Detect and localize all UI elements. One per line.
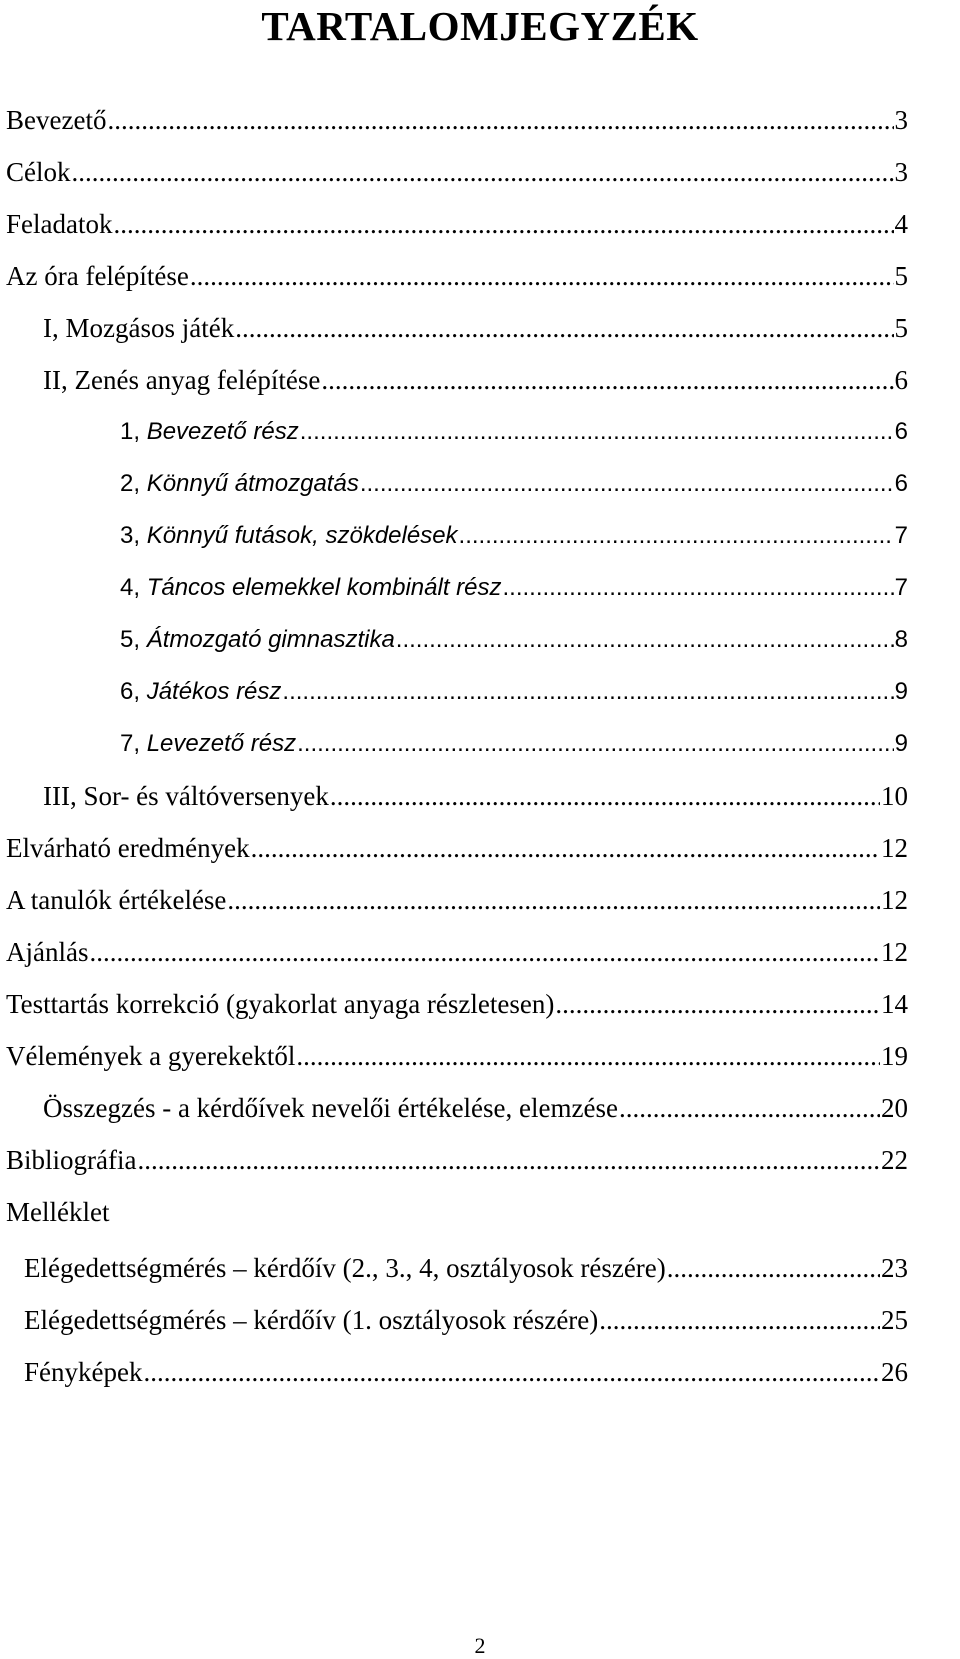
toc-entry-text: [120, 412, 299, 452]
toc-page-number: 3: [894, 157, 908, 187]
toc-entry-number: 7,: [120, 730, 141, 757]
toc-entry-number: 4,: [120, 574, 141, 601]
toc-leader-dots: [503, 568, 894, 608]
toc-entry-number: 3,: [120, 522, 141, 549]
toc-entry-ajanlas[interactable]: [6, 932, 908, 972]
toc-entry-osszegzes[interactable]: [43, 1088, 908, 1128]
toc-entry-bevezeto-resz[interactable]: [120, 412, 908, 452]
toc-page-number: 22: [881, 1145, 908, 1175]
toc-entry-label: Feladatok: [6, 209, 113, 239]
toc-entry-velemenyek[interactable]: [6, 1036, 908, 1076]
toc-leader-dots: [190, 256, 894, 296]
toc-entry-feladatok[interactable]: [6, 204, 908, 244]
toc-leader-dots: [555, 984, 880, 1024]
toc-entry-number: 2,: [120, 470, 141, 497]
toc-page-number: 19: [881, 1041, 908, 1071]
page-number: 2: [474, 1633, 486, 1658]
toc-page-number: 6: [894, 365, 908, 395]
toc-page-number: 12: [881, 885, 908, 915]
toc-entry-label: Bibliográfia: [6, 1145, 137, 1175]
toc-entry-mozgasos-jatek[interactable]: [43, 308, 908, 348]
toc-entry-konnyu-atmozgatas[interactable]: [120, 464, 908, 504]
toc-leader-dots: [459, 516, 894, 556]
toc-entry-zenes-anyag[interactable]: [43, 360, 908, 400]
toc-page-number: 3: [894, 105, 908, 135]
toc-entry-number: 6,: [120, 678, 141, 705]
toc-page-number: 9: [894, 730, 908, 757]
toc-entry-bibliografia[interactable]: [6, 1140, 908, 1180]
toc-entry-label: Az óra felépítése: [6, 261, 189, 291]
toc-leader-dots: [321, 360, 893, 400]
toc-leader-dots: [89, 932, 880, 972]
toc-entry-melleklet[interactable]: [6, 1192, 908, 1232]
toc-leader-dots: [296, 1036, 880, 1076]
toc-page-number: 10: [881, 781, 908, 811]
toc-entry-label: Bevezető rész: [146, 418, 299, 445]
toc-page-number: 23: [881, 1253, 908, 1283]
toc-page-number: 4: [894, 209, 908, 239]
toc-leader-dots: [619, 1088, 880, 1128]
toc-entry-elegedettsegmeres-2-3-4[interactable]: [24, 1248, 908, 1288]
toc-entry-bevezeto[interactable]: [6, 100, 908, 140]
toc-entry-label: III, Sor- és váltóversenyek: [43, 781, 329, 811]
toc-leader-dots: [113, 204, 893, 244]
toc-page-number: 26: [881, 1357, 908, 1387]
page-title: TARTALOMJEGYZÉK: [261, 3, 699, 49]
toc-entry-text: [120, 620, 395, 660]
toc-page-number: 12: [881, 833, 908, 863]
toc-page-number: 12: [881, 937, 908, 967]
toc-entry-label: Melléklet: [6, 1197, 110, 1227]
toc-leader-dots: [360, 464, 894, 504]
toc-entry-atmozgato-gimnasztika[interactable]: [120, 620, 908, 660]
toc-entry-jatekos-resz[interactable]: [120, 672, 908, 712]
toc-entry-number: 5,: [120, 626, 141, 653]
toc-entry-number: 1,: [120, 418, 141, 445]
toc-entry-label: Vélemények a gyerekektől: [6, 1041, 296, 1071]
toc-leader-dots: [72, 152, 894, 192]
toc-entry-label: Testtartás korrekció (gyakorlat anyaga részletesen): [6, 989, 555, 1019]
toc-page-number: 7: [894, 574, 908, 601]
toc-leader-dots: [297, 724, 894, 764]
toc-leader-dots: [137, 1140, 880, 1180]
toc-entry-label: Könnyű futások, szökdelések: [146, 522, 458, 549]
toc-leader-dots: [235, 308, 893, 348]
toc-entry-label: Összegzés - a kérdőívek nevelői értékelése, elemzése: [43, 1093, 618, 1123]
toc-leader-dots: [251, 828, 880, 868]
toc-entry-sor-es-valtoversenyek[interactable]: [43, 776, 908, 816]
toc-page-number: 25: [881, 1305, 908, 1335]
toc-leader-dots: [227, 880, 880, 920]
toc-page-number: 14: [881, 989, 908, 1019]
toc-entry-label: Levezető rész: [146, 730, 297, 757]
toc-page-number: 6: [894, 418, 908, 445]
toc-entry-label: Elégedettségmérés – kérdőív (1. osztályosok részére): [24, 1305, 599, 1335]
toc-leader-dots: [282, 672, 893, 712]
toc-entry-tanulok-ertekelese[interactable]: [6, 880, 908, 920]
toc-leader-dots: [300, 412, 894, 452]
toc-entry-label: Táncos elemekkel kombinált rész: [146, 574, 502, 601]
toc-entry-elegedettsegmeres-1[interactable]: [24, 1300, 908, 1340]
toc-entry-label: Fényképek: [24, 1357, 143, 1387]
toc-entry-label: Könnyű átmozgatás: [146, 470, 359, 497]
toc-entry-testtartas-korrekcio[interactable]: [6, 984, 908, 1024]
toc-entry-label: Játékos rész: [146, 678, 282, 705]
toc-entry-text: [120, 672, 281, 712]
toc-page-number: 5: [894, 313, 908, 343]
toc-entry-tancos-elemek[interactable]: [120, 568, 908, 608]
toc-leader-dots: [143, 1352, 880, 1392]
toc-entry-levezeto-resz[interactable]: [120, 724, 908, 764]
toc-entry-label: Átmozgató gimnasztika: [146, 626, 395, 653]
toc-entry-label: Bevezető: [6, 105, 107, 135]
toc-entry-fenykepek[interactable]: [24, 1352, 908, 1392]
toc-entry-label: I, Mozgásos játék: [43, 313, 235, 343]
toc-leader-dots: [667, 1248, 880, 1288]
toc-entry-label: Célok: [6, 157, 71, 187]
toc-entry-label: Elvárható eredmények: [6, 833, 250, 863]
toc-entry-text: [120, 516, 458, 556]
toc-entry-text: [120, 724, 296, 764]
toc-entry-konnyu-futasok[interactable]: [120, 516, 908, 556]
toc-entry-label: Ajánlás: [6, 937, 89, 967]
toc-leader-dots: [599, 1300, 880, 1340]
toc-entry-label: II, Zenés anyag felépítése: [43, 365, 321, 395]
toc-page-number: 5: [894, 261, 908, 291]
toc-page-number: 9: [894, 678, 908, 705]
toc-entry-text: [120, 568, 502, 608]
toc-page-number: 7: [894, 522, 908, 549]
toc-leader-dots: [107, 100, 893, 140]
toc-entry-label: Elégedettségmérés – kérdőív (2., 3., 4, osztályosok részére): [24, 1253, 666, 1283]
toc-entry-az-ora-felepitese[interactable]: [6, 256, 908, 296]
toc-page-number: 20: [881, 1093, 908, 1123]
toc-entry-celok[interactable]: [6, 152, 908, 192]
toc-page-number: 6: [894, 470, 908, 497]
toc-entry-label: A tanulók értékelése: [6, 885, 227, 915]
toc-entry-elvarhato-eredmenyek[interactable]: [6, 828, 908, 868]
toc-entry-text: [120, 464, 359, 504]
toc-leader-dots: [396, 620, 894, 660]
toc-leader-dots: [330, 776, 880, 816]
toc-page-number: 8: [894, 626, 908, 653]
